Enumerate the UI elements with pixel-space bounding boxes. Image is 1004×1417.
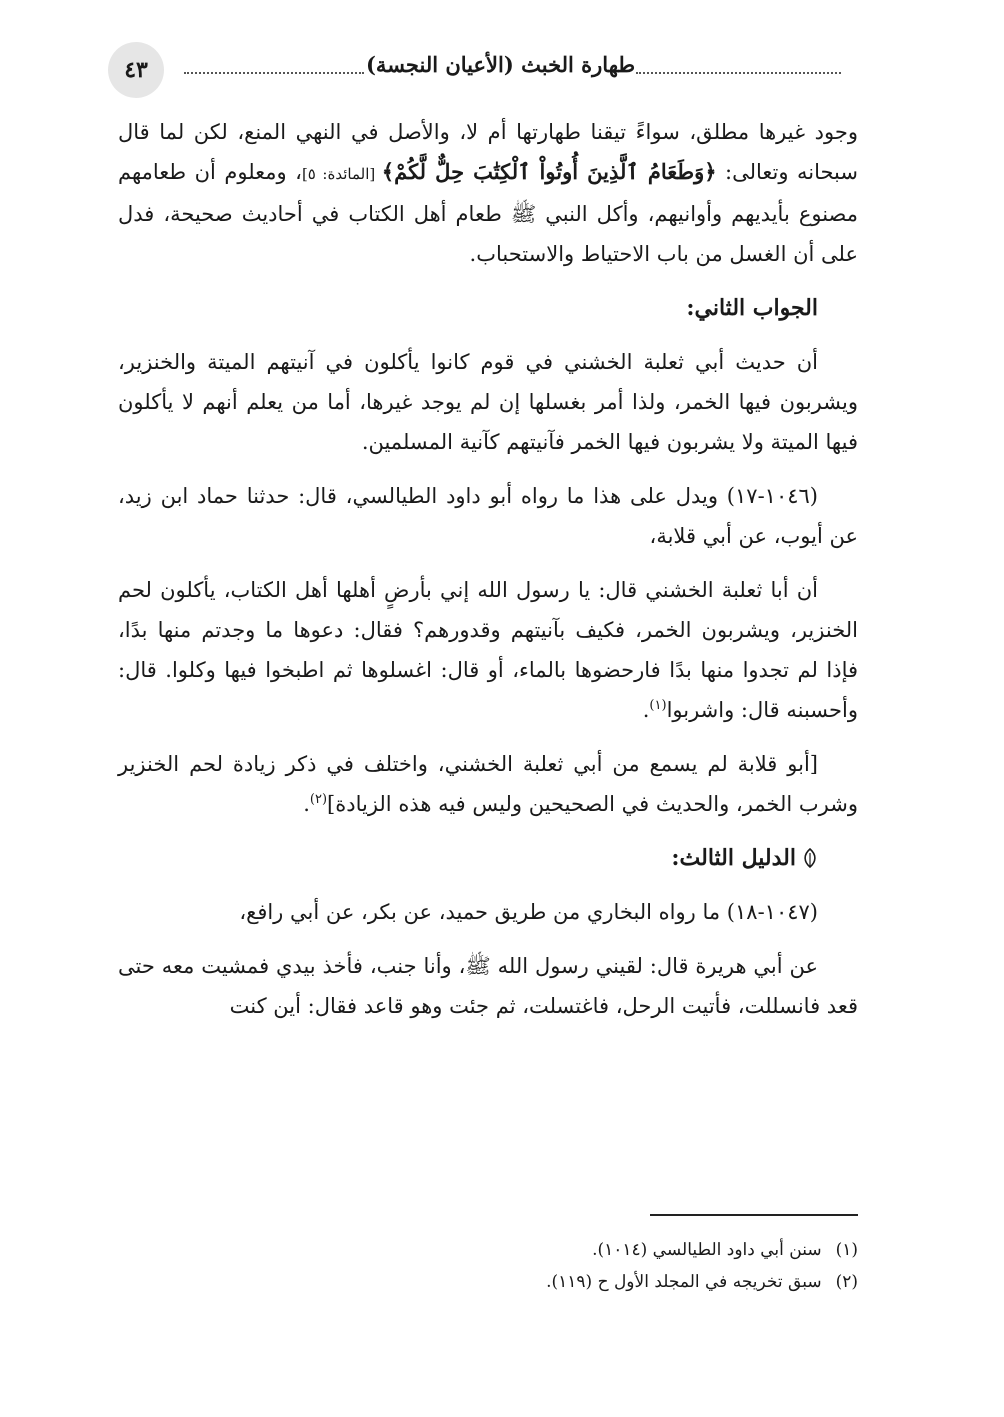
main-text (118, 112, 858, 1026)
footnote-number: (٢) (835, 1272, 858, 1292)
leaf-ornament-icon (802, 848, 818, 868)
footnote-separator (650, 1214, 858, 1216)
paragraph-5-end: . (303, 792, 310, 816)
verse-reference: [المائدة: ٥] (301, 165, 382, 183)
paragraph-1 (118, 112, 858, 274)
footnote-ref-1[interactable]: (١) (649, 698, 667, 713)
paragraph-6-hadith-chain: (١٠٤٧-١٨) ما رواه البخاري من طريق حميد، عن بكر، عن أبي رافع، (239, 900, 818, 924)
paragraph-5-grading (118, 744, 858, 824)
header-dotted-rule-left (184, 72, 364, 74)
paragraph-4-hadith-text (118, 570, 858, 730)
page-header (118, 42, 858, 98)
footnote-text: سنن أبي داود الطيالسي (١٠١٤). (592, 1240, 822, 1260)
paragraph-1-line-1: وجود غيرها مطلق، سواءً تيقنا طهارتها أم لا، والأصل في النهي المنع، لكن لما قال (118, 120, 858, 144)
heading-third-evidence-row (118, 838, 858, 878)
paragraph-4-end: . (642, 698, 650, 722)
footnote-2 (118, 1266, 858, 1298)
paragraph-1-intro: سبحانه وتعالى: (716, 160, 858, 184)
paragraph-3-hadith-chain: (١٠٤٦-١٧) ويدل على هذا ما رواه أبو داود الطيالسي، قال: حدثنا حماد ابن زيد، عن أيوب، عن أبي قلابة، (118, 484, 858, 548)
book-page (118, 0, 858, 1417)
paragraph-1-rest: مصنوع بأيديهم وأوانيهم، وأكل النبي ﷺ طعام أهل الكتاب في أحاديث صحيحة، فدل على أن الغسل من باب الاحتياط والاستحباب. (118, 202, 858, 266)
heading-second-answer: الجواب الثاني: (686, 295, 818, 321)
paragraph-4-body: أن أبا ثعلبة الخشني قال: يا رسول الله إني بأرضٍ أهلها أهل الكتاب، يأكلون لحم الخنزير، ويشربون الخمر، فكيف بآنيتهم وقدورهم؟ فقال: دعوها ما وجدتم منها بدًا، فإذا لم تجدوا منها بدًا فارحضوها بالماء، أو قال: اغسلوها ثم اطبخوا فيها وكلوا. قال: وأحسبنه قال: واشربوا (118, 578, 858, 722)
paragraph-7-hadith-text: عن أبي هريرة قال: لقيني رسول الله ﷺ، وأنا جنب، فأخذ بيدي فمشيت معه حتى قعد فانسللت، فأتيت الرحل، فاغتسلت، ثم جئت وهو قاعد فقال: أين كنت (118, 954, 858, 1018)
paragraph-5-body: [أبو قلابة لم يسمع من أبي ثعلبة الخشني، واختلف في ذكر زيادة لحم الخنزير وشرب الخمر، والحديث في الصحيحين وليس فيه هذه الزيادة] (118, 752, 858, 816)
footnote-text: سبق تخريجه في المجلد الأول ح (١١٩). (546, 1272, 822, 1292)
running-title: طهارة الخبث (الأعيان النجسة) (366, 52, 636, 77)
page-number: ٤٣ (108, 42, 164, 98)
header-dotted-rule-right (636, 72, 841, 74)
footnote-ref-2[interactable]: (٢) (309, 792, 328, 807)
footnote-1 (118, 1234, 858, 1266)
heading-third-evidence: الدليل الثالث: (671, 845, 796, 871)
footnote-number: (١) (835, 1240, 858, 1260)
footnotes (118, 1234, 858, 1298)
quran-verse: ﴿وَطَعَامُ ٱلَّذِينَ أُوتُواْ ٱلْكِتَٰبَ حِلٌّ لَّكُمْ﴾ (381, 159, 717, 184)
paragraph-2: أن حديث أبي ثعلبة الخشني في قوم كانوا يأكلون في آنيتهم الميتة والخنزير، ويشربون فيها الخمر، ولذا أمر بغسلها إن لم يوجد غيرها، أما من يعلم أنهم لا يأكلون فيها الميتة ولا يشربون فيها الخمر فآنيتهم كآنية المسلمين. (118, 350, 858, 454)
paragraph-1-continuation: ، ومعلوم أن طعامهم (118, 160, 302, 184)
